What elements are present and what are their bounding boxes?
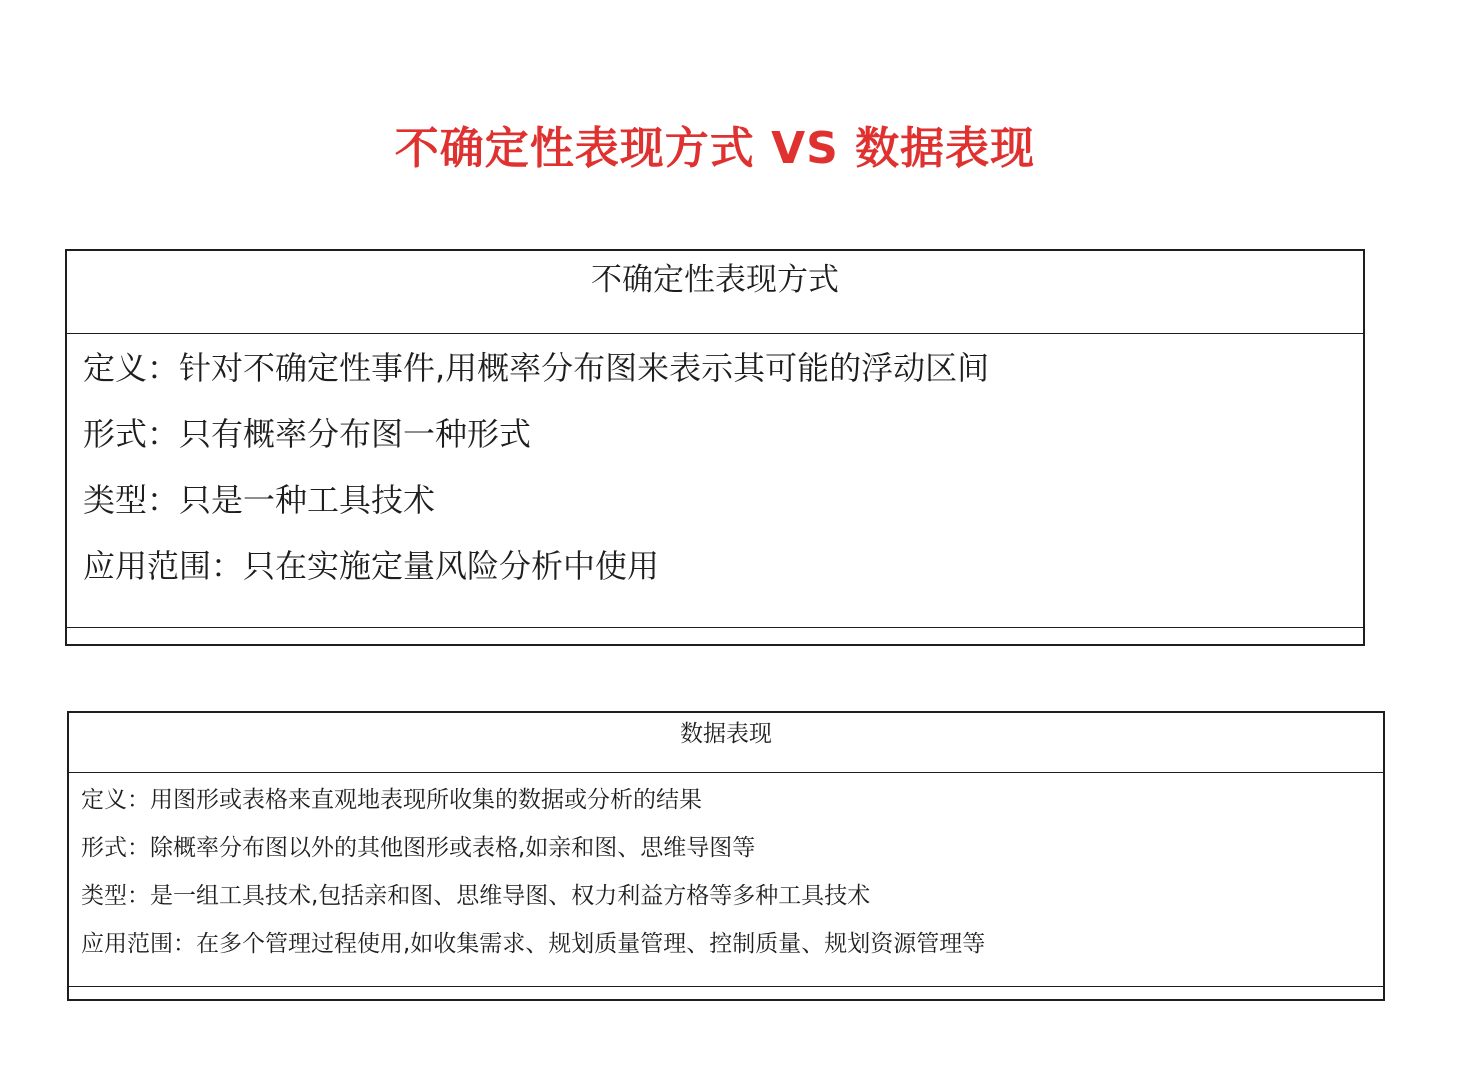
table-header: 数据表现 [69,713,1383,773]
table-header: 不确定性表现方式 [67,251,1363,334]
table-footer-divider [69,986,1383,987]
table-body [69,773,1383,977]
page-title: 不确定性表现方式 VS 数据表现 [394,123,1036,174]
scope-row: 应用范围：在多个管理过程使用,如收集需求、规划质量管理、控制质量、规划资源管理等 [81,931,986,957]
form-row: 形式：除概率分布图以外的其他图形或表格,如亲和图、思维导图等 [81,835,756,861]
form-row: 形式：只有概率分布图一种形式 [83,415,532,453]
uncertainty-representation-table [65,249,1365,646]
data-representation-table [67,711,1385,1001]
table-body [67,334,1363,612]
definition-row: 定义：用图形或表格来直观地表现所收集的数据或分析的结果 [81,787,702,813]
type-row: 类型：是一组工具技术,包括亲和图、思维导图、权力利益方格等多种工具技术 [81,883,871,909]
definition-row: 定义：针对不确定性事件,用概率分布图来表示其可能的浮动区间 [83,349,990,387]
type-row: 类型：只是一种工具技术 [83,481,436,519]
scope-row: 应用范围：只在实施定量风险分析中使用 [83,547,660,585]
table-footer-divider [67,627,1363,628]
